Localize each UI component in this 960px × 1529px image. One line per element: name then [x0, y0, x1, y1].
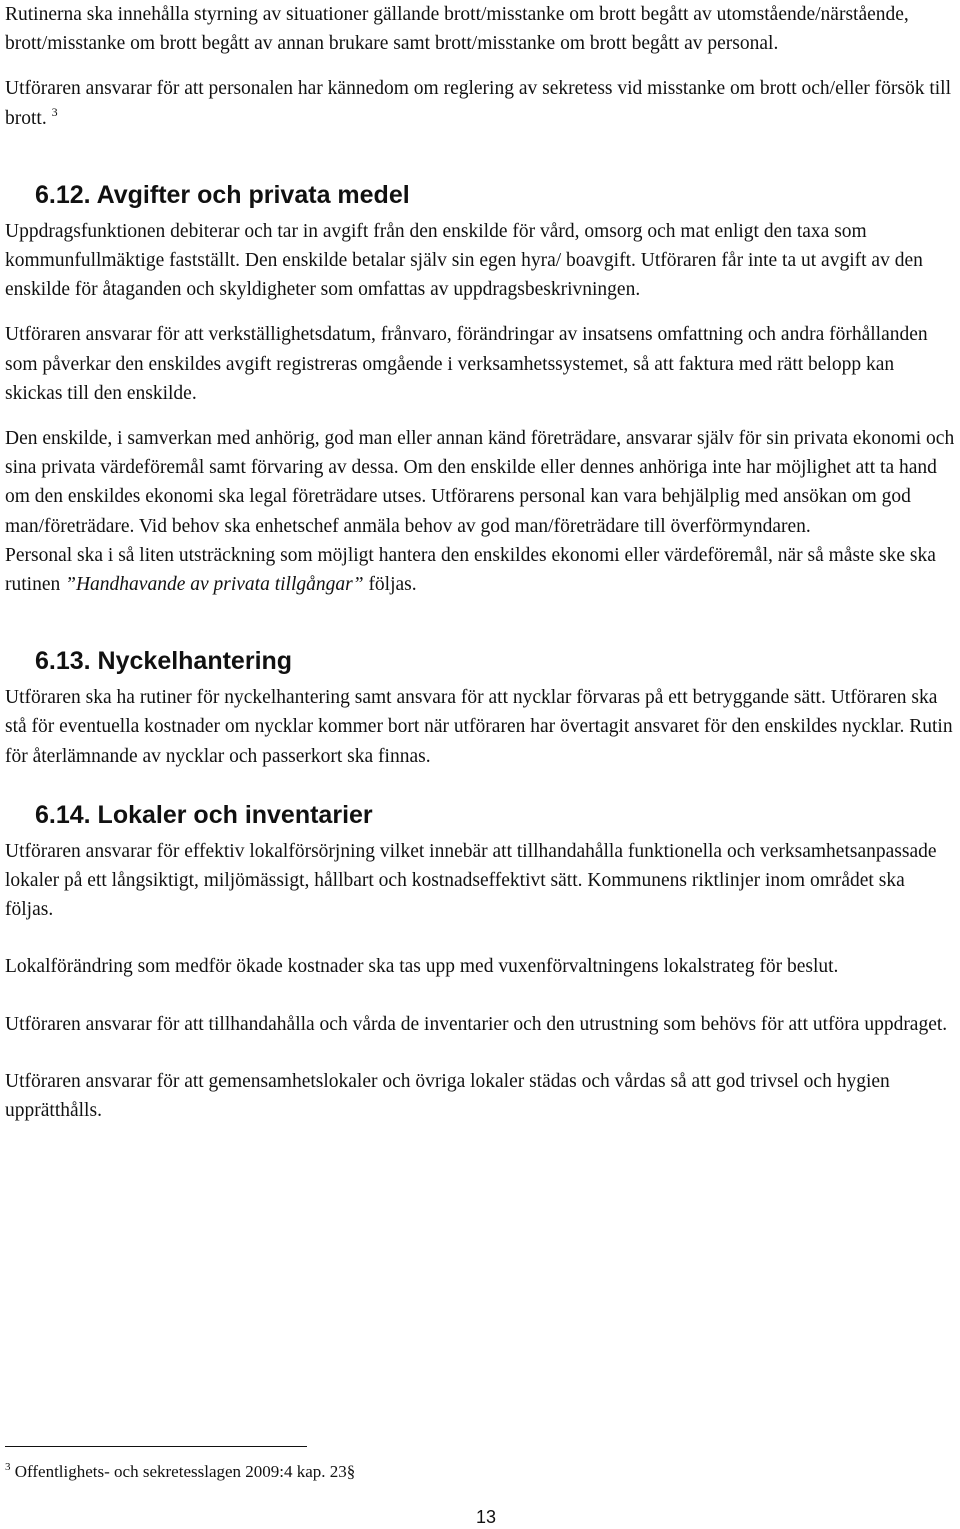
- section-6-12-paragraph-4-end: följas.: [368, 574, 417, 596]
- intro-paragraph-1: Rutinerna ska innehålla styrning av situationer gällande brott/misstanke om brott begått av utomstående/närstående, brott/misstanke om brott begått av annan brukare samt brott/misstanke om brott begått av personal.: [5, 4, 909, 55]
- section-6-12-paragraph-4: [5, 541, 955, 599]
- section-6-12-paragraph-1: Uppdragsfunktionen debiterar och tar in avgift från den enskilde för vård, omsorg och mat enligt den taxa som kommunfullmäktige fastställt. Den enskilde betalar själv sin egen hyra/ boavgift. Utföraren får inte ta ut avgift av den enskilde för åtaganden och skyldigheter som omfattas av uppdragsbeskrivningen.: [5, 220, 923, 301]
- document-page: [5, 0, 955, 1125]
- footnote-text: Offentlighets- och sekretesslagen 2009:4 kap. 23§: [14, 1462, 356, 1481]
- footnote: [5, 1460, 355, 1484]
- intro-paragraph-2: [5, 74, 955, 132]
- page-number: 13: [475, 1507, 497, 1527]
- footnote-reference[interactable]: 3: [51, 104, 58, 119]
- intro-paragraph-2-text: Utföraren ansvarar för att personalen har kännedom om reglering av sekretess vid misstanke om brott och/eller försök till brott.: [5, 78, 951, 129]
- section-heading-6-13: 6.13. Nyckelhantering: [35, 647, 293, 676]
- section-heading-6-12: 6.12. Avgifter och privata medel: [35, 180, 410, 209]
- section-6-14-paragraph-3: Utföraren ansvarar för att tillhandahålla och vårda de inventarier och den utrustning som behövs för att utföra uppdraget.: [5, 1013, 948, 1035]
- footnote-number: 3: [5, 1461, 11, 1473]
- section-6-13-paragraph-1: Utföraren ska ha rutiner för nyckelhantering samt ansvara för att nycklar förvaras på ett betryggande sätt. Utföraren ska stå för eventuella kostnader om nycklar kommer bort när utföraren har övertagit ansvaret för den enskildes nycklar. Rutin för återlämnande av nycklar och passerkort ska finnas.: [5, 687, 953, 767]
- section-heading-6-14: 6.14. Lokaler och inventarier: [35, 800, 373, 829]
- section-6-14-paragraph-2: Lokalförändring som medför ökade kostnader ska tas upp med vuxenförvaltningens lokalstrateg för beslut.: [5, 956, 839, 978]
- routine-title: ”Handhavande av privata tillgångar”: [65, 574, 364, 596]
- section-6-12-paragraph-3: Den enskilde, i samverkan med anhörig, god man eller annan känd företrädare, ansvarar själv för sin privata ekonomi och sina privata värdeföremål samt förvaring av dessa. Om den enskilde eller dennes anhöriga inte har möjlighet att ta hand om den enskildes ekonomi ska legal företrädare utses. Utförarens personal kan vara behjälplig med ansökan om god man/företrädare. Vid behov ska enhetschef anmäla behov av god man/företrädare till överförmyndaren.: [5, 428, 955, 537]
- section-6-14-paragraph-1: Utföraren ansvarar för effektiv lokalförsörjning vilket innebär att tillhandahålla funktionella och verksamhetsanpassade lokaler på ett långsiktigt, miljömässigt, hållbart och kostnadseffektivt sätt. Kommunens riktlinjer inom området ska följas.: [5, 840, 937, 921]
- section-6-12-paragraph-4-text: Personal ska i så liten utsträckning som möjligt hantera den enskildes ekonomi eller värdeföremål, när så måste ske ska rutinen: [5, 544, 936, 596]
- section-6-14-paragraph-4: Utföraren ansvarar för att gemensamhetslokaler och övriga lokaler städas och vårdas så att god trivsel och hygien upprätthålls.: [5, 1070, 890, 1122]
- section-6-12-paragraph-2: Utföraren ansvarar för att verkställighetsdatum, frånvaro, förändringar av insatsens omfattning och andra förhållanden som påverkar den enskildes avgift registreras omgående i verksamhetssystemet, så att faktura med rätt belopp kan skickas till den enskilde.: [5, 324, 928, 404]
- footnote-divider: [5, 1446, 307, 1447]
